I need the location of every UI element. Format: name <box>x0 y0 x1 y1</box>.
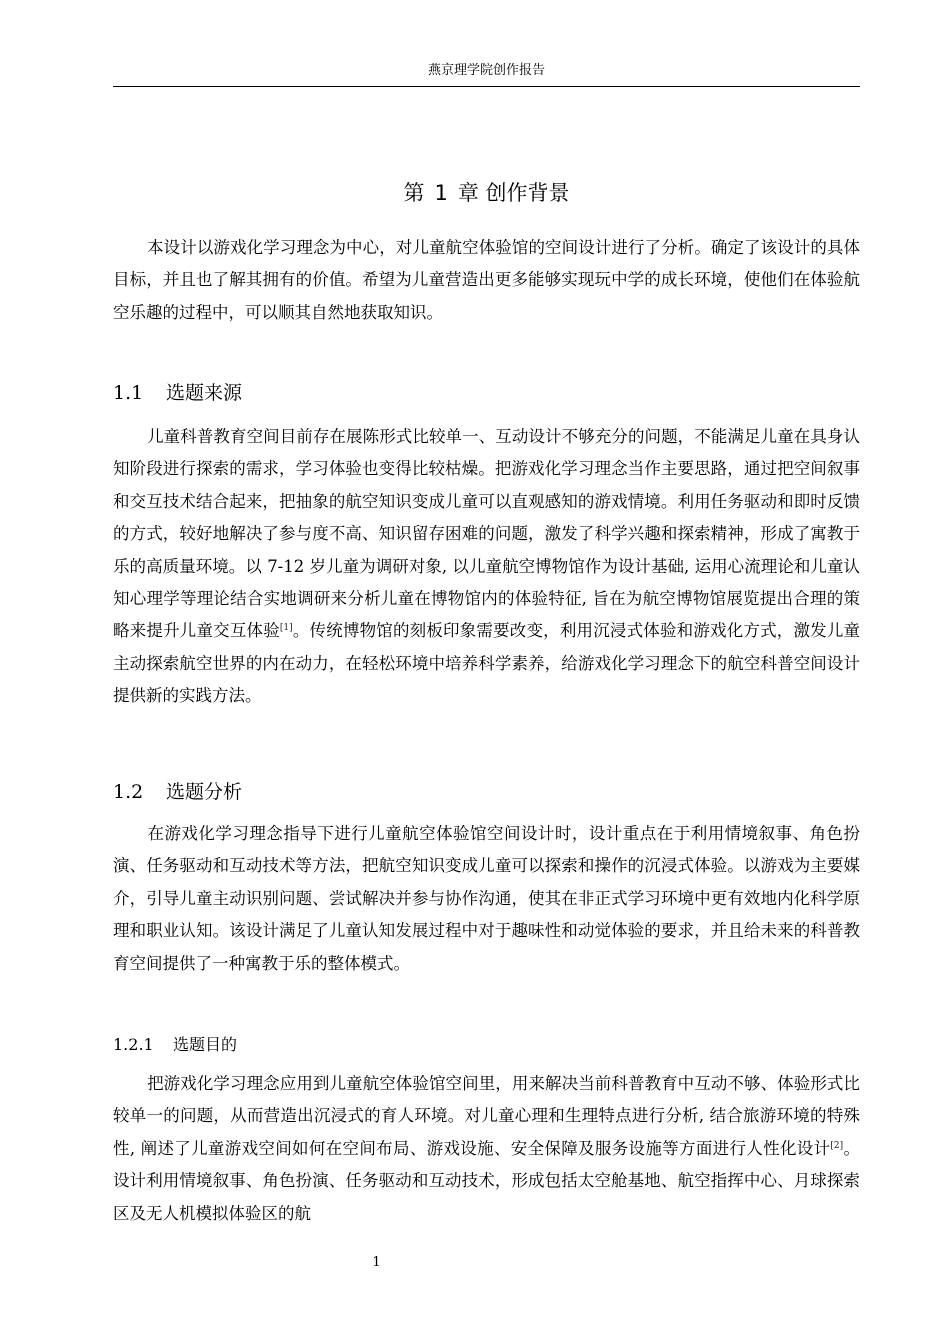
header-rule <box>113 86 860 87</box>
paragraph-text: 。传统博物馆的刻板印象需要改变，利用沉浸式体验和游戏化方式，激发儿童主动探索航空世界的内在动力，在轻松环境中培养科学素养，给游戏化学习理念下的航空科普空间设计提供新的实践方法。 <box>113 621 860 706</box>
paragraph-text: 。设计利用情境叙事、角色扮演、任务驱动和互动技术，形成包括太空舱基地、航空指挥中心、月球探索区及无人机模拟体验区的航 <box>113 1138 860 1223</box>
intro-paragraph-text: 本设计以游戏化学习理念为中心，对儿童航空体验馆的空间设计进行了分析。确定了该设计的具体目标，并且也了解其拥有的价值。希望为儿童营造出更多能够实现玩中学的成长环境，使他们在体验航空乐趣的过程中，可以顺其自然地获取知识。 <box>113 238 860 322</box>
section-number: 1.1 <box>113 382 144 404</box>
section-title: 选题分析 <box>166 781 243 803</box>
subsection-number: 1.2.1 <box>113 1035 154 1054</box>
section-number: 1.2 <box>113 781 144 803</box>
section-1-2-1-paragraph <box>113 1068 860 1230</box>
paragraph-text: 儿童科普教育空间目前存在展陈形式比较单一、互动设计不够充分的问题，不能满足儿童在具身认知阶段进行探索的需求，学习体验也变得比较枯燥。把游戏化学习理念当作主要思路，通过把空间叙事和交互技术结合起来，把抽象的航空知识变成儿童可以直观感知的游戏情境。利用任务驱动和即时反馈的方式，较好地解决了参与度不高、知识留存困难的问题，激发了科学兴趣和探索精神，形成了寓教于乐的高质量环境。以 7-12 岁儿童为调研对象, 以儿童航空博物馆作为设计基础, 运用心流理论和儿童认知心理学等理论结合实地调研来分析儿童在博物馆内的体验特征, 旨在为航空博物馆展览提出合理的策略来提升儿童交互体验 <box>113 427 860 641</box>
chapter-title-text: 创作背景 <box>485 181 570 205</box>
citation-marker: [2] <box>830 1140 844 1151</box>
section-title: 选题来源 <box>166 382 243 404</box>
section-heading-1-2 <box>113 779 242 805</box>
intro-paragraph <box>113 232 860 329</box>
subsection-title: 选题目的 <box>173 1035 238 1054</box>
citation-marker: [1] <box>279 623 293 634</box>
section-1-1-paragraph <box>113 421 860 713</box>
section-heading-1-1 <box>113 380 242 406</box>
chapter-suffix: 章 <box>457 181 479 205</box>
subsection-heading-1-2-1 <box>113 1034 237 1056</box>
section-1-2-paragraph <box>113 818 860 980</box>
chapter-number: 1 <box>434 181 448 205</box>
chapter-title <box>113 177 860 209</box>
running-header: 燕京理学院创作报告 <box>427 63 545 78</box>
paragraph-text: 把游戏化学习理念应用到儿童航空体验馆空间里，用来解决当前科普教育中互动不够、体验形式比较单一的问题，从而营造出沉浸式的育人环境。对儿童心理和生理特点进行分析, 结合旅游环境的特殊性, 阐述了儿童游戏空间如何在空间布局、游戏设施、安全保障及服务设施等方面进行人性化设计 <box>113 1074 860 1158</box>
chapter-prefix: 第 <box>403 181 425 205</box>
paragraph-text: 在游戏化学习理念指导下进行儿童航空体验馆空间设计时，设计重点在于利用情境叙事、角色扮演、任务驱动和互动技术等方法，把航空知识变成儿童可以探索和操作的沉浸式体验。以游戏为主要媒介，引导儿童主动识别问题、尝试解决并参与协作沟通，使其在非正式学习环境中更有效地内化科学原理和职业认知。该设计满足了儿童认知发展过程中对于趣味性和动觉体验的要求，并且给未来的科普教育空间提供了一种寓教于乐的整体模式。 <box>113 824 860 973</box>
page-number: 1 <box>372 1255 381 1270</box>
